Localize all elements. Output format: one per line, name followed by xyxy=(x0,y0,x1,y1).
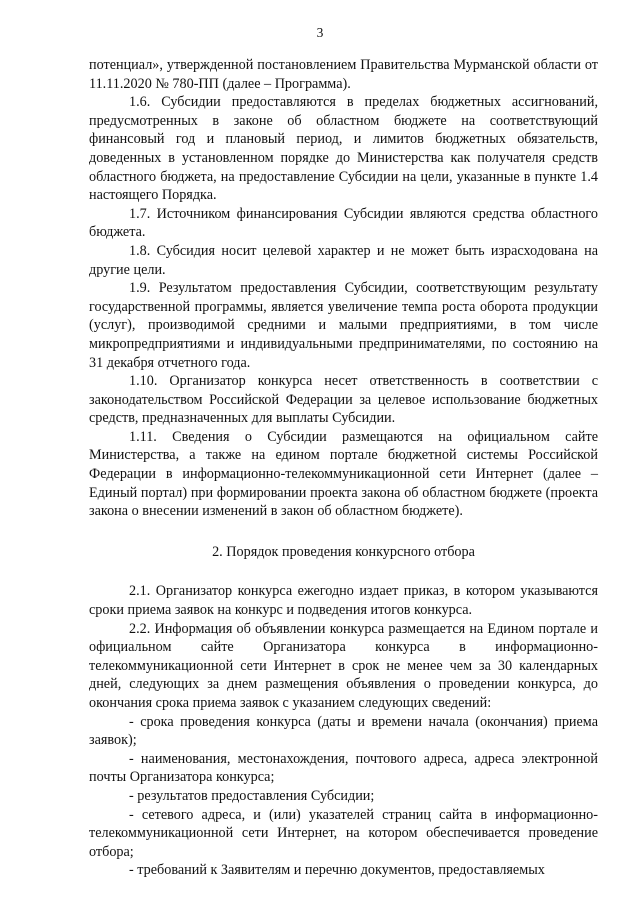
list-item-deadline: - срока проведения конкурса (даты и времени начала (окончания) приема заявок); xyxy=(89,713,598,749)
list-item-network-address: - сетевого адреса, и (или) указателей страниц сайта в информационно-телекоммуникационной сети Интернет, на котором обеспечивается проведение отбора; xyxy=(89,806,598,860)
document-body xyxy=(89,56,598,880)
paragraph-2-2: 2.2. Информация об объявлении конкурса размещается на Едином портале и официальном сайте Организатора конкурса в информационно-телекоммуникационной сети Интернет в срок не менее чем за 30 календарных дней, следующих за днем размещения объявления о проведении конкурса, до окончания срока приема заявок с указанием следующих сведений: xyxy=(89,620,598,711)
paragraph-2-1: 2.1. Организатор конкурса ежегодно издает приказ, в котором указываются сроки приема заявок на конкурс и подведения итогов конкурса. xyxy=(89,583,598,619)
paragraph-1-7: 1.7. Источником финансирования Субсидии являются средства областного бюджета. xyxy=(89,205,598,241)
paragraph-1-8: 1.8. Субсидия носит целевой характер и не может быть израсходована на другие цели. xyxy=(89,242,598,278)
page-number: 3 xyxy=(316,25,324,40)
paragraph-1-11: 1.11. Сведения о Субсидии размещаются на официальном сайте Министерства, а также на едином портале бюджетной системы Российской Федерации в информационно-телекоммуникационной сети Интернет (далее – Единый портал) при формировании проекта закона об областном бюджете (проекта закона о внесении изменений в закон об областном бюджете). xyxy=(89,428,598,520)
list-item-requirements: - требований к Заявителям и перечню документов, предоставляемых xyxy=(129,862,545,879)
paragraph-1-9: 1.9. Результатом предоставления Субсидии, соответствующим результату государственной программы, является увеличение темпа роста оборота продукции (услуг), производимой средними и малыми предприятиями, в том числе микропредприятиями и индивидуальными предпринимателями, по состоянию на 31 декабря отчетного года. xyxy=(89,280,598,371)
paragraph-continuation: потенциал», утвержденной постановлением Правительства Мурманской области от 11.11.2020 № 780-ПП (далее – Программа). xyxy=(89,57,598,92)
paragraph-1-6: 1.6. Субсидии предоставляются в пределах бюджетных ассигнований, предусмотренных в законе об областном бюджете на соответствующий финансовый год и плановый период, и лимитов бюджетных обязательств, доведенных в установленном порядке до Министерства как получателя средств областного бюджета, на предоставление Субсидии на цели, указанные в пункте 1.4 настоящего Порядка. xyxy=(89,94,598,204)
paragraph-1-10: 1.10. Организатор конкурса несет ответственность в соответствии с законодательством Российской Федерации за целевое использование бюджетных средств, предназначенных для выплаты Субсидии. xyxy=(89,373,598,427)
list-item-results: - результатов предоставления Субсидии; xyxy=(129,787,375,804)
list-item-organizer-contacts: - наименования, местонахождения, почтового адреса, адреса электронной почты Организатора конкурса; xyxy=(89,750,598,786)
section-heading: 2. Порядок проведения конкурсного отбора xyxy=(212,543,475,560)
